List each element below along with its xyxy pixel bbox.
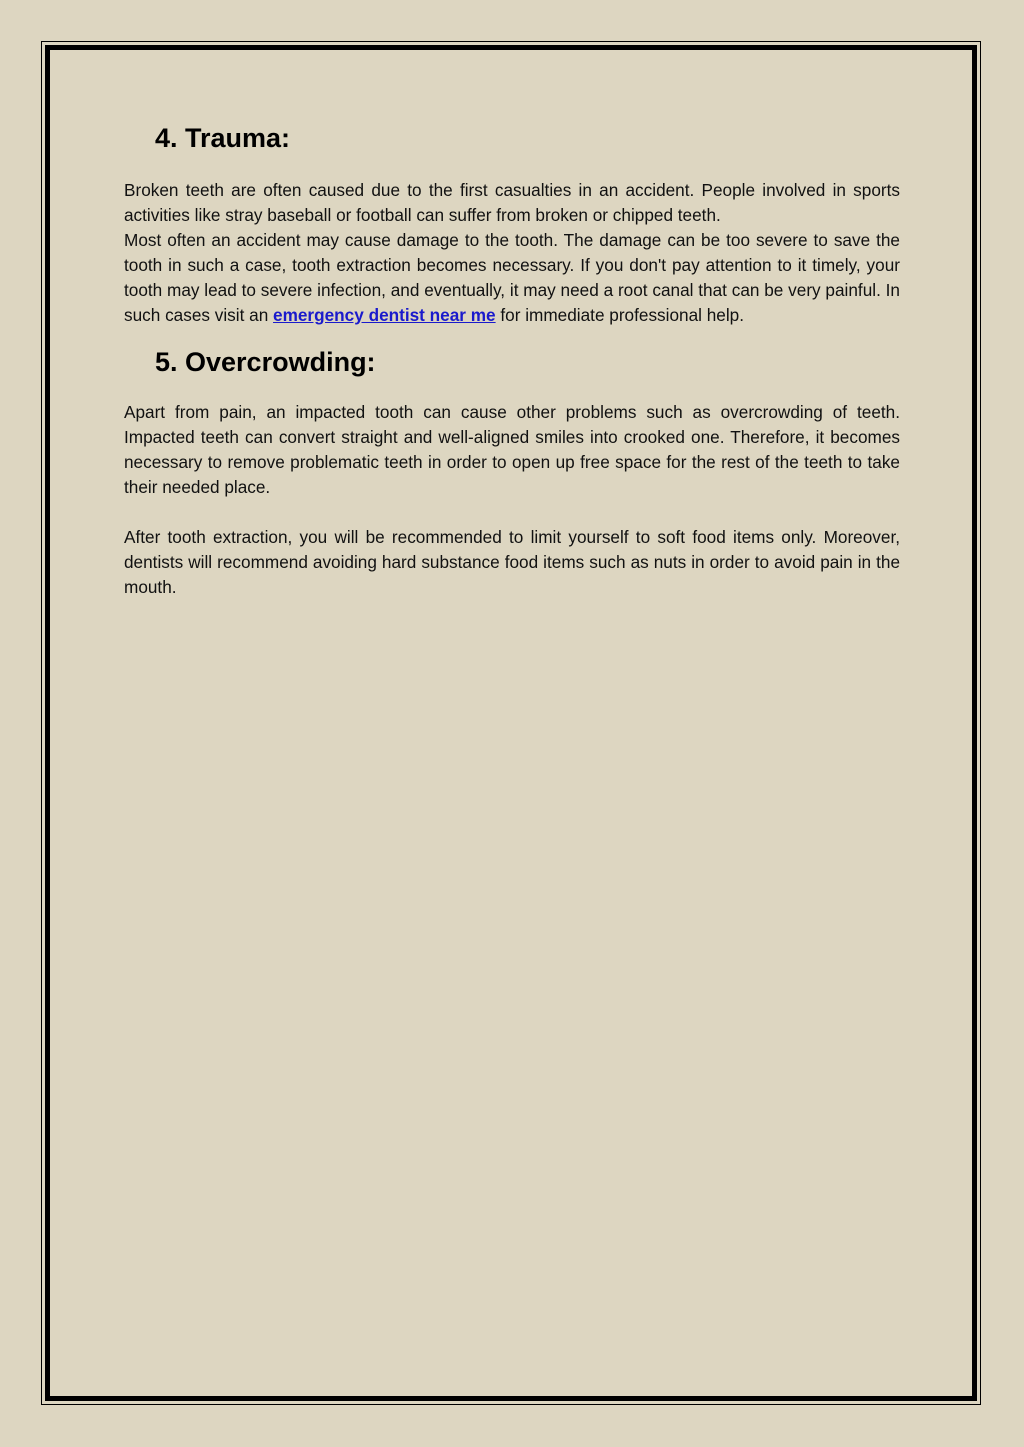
overcrowding-paragraph-1: Apart from pain, an impacted tooth can cause other problems such as overcrowding of teeth. Impacted teeth can convert straight and well-aligned smiles into crooked one. Therefore, it becomes necessary to remove problematic teeth in order to open up free space for the rest of the teeth to take their needed place.	[124, 402, 900, 497]
trauma-paragraph-2-text-after: for immediate professional help.	[495, 305, 744, 325]
overcrowding-paragraph-2: After tooth extraction, you will be recommended to limit yourself to soft food items only. Moreover, dentists will recommend avoiding hard substance food items such as nuts in order to avoid pain in the mouth.	[124, 527, 900, 597]
section-overcrowding	[124, 344, 900, 600]
document-body	[124, 120, 900, 600]
section-trauma	[124, 120, 900, 328]
heading-overcrowding: 5. Overcrowding:	[155, 347, 376, 377]
trauma-paragraph-1: Broken teeth are often caused due to the first casualties in an accident. People involved in sports activities like stray baseball or football can suffer from broken or chipped teeth.	[124, 180, 900, 225]
trauma-paragraph-2-text-before: Most often an accident may cause damage to the tooth. The damage can be too severe to save the tooth in such a case, tooth extraction becomes necessary. If you don't pay attention to it timely, your tooth may lead to severe infection, and eventually, it may need a root canal that can be very painful. In such cases visit an	[124, 230, 900, 325]
emergency-dentist-link[interactable]: emergency dentist near me	[273, 305, 496, 325]
trauma-paragraph-2	[124, 228, 900, 328]
heading-trauma: 4. Trauma:	[155, 123, 291, 153]
